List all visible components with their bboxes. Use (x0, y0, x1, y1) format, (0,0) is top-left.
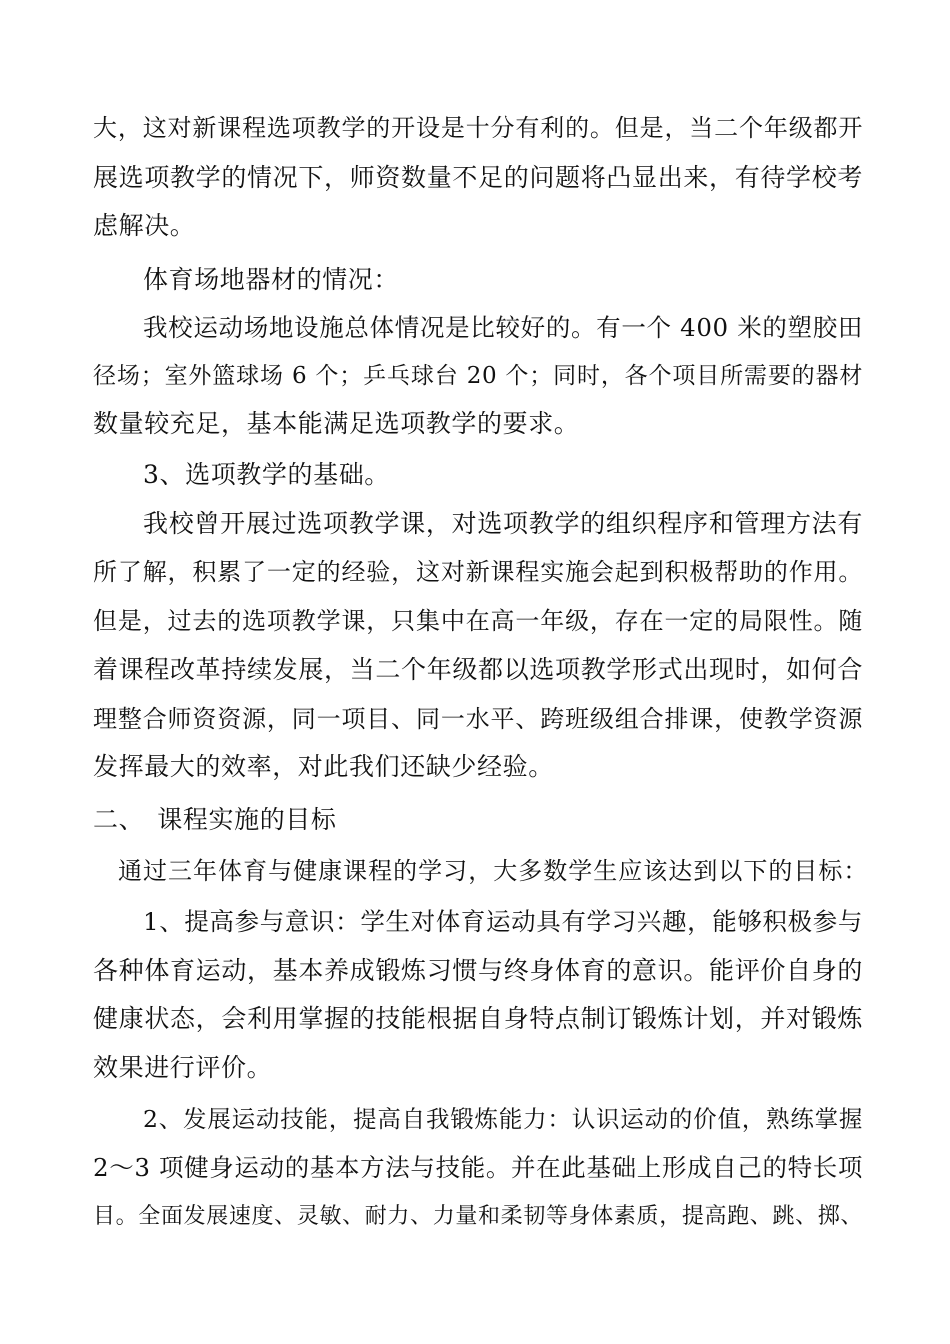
paragraph-line: 径场；室外篮球场 6 个；乒乓球台 20 个；同时，各个项目所需要的器材 (93, 363, 863, 389)
paragraph-line: 所了解，积累了一定的经验，这对新课程实施会起到积极帮助的作用。 (93, 558, 863, 586)
paragraph-line: 着课程改革持续发展，当二个年级都以选项教学形式出现时，如何合 (93, 655, 863, 684)
section-heading: 3、选项教学的基础。 (143, 460, 390, 489)
paragraph-line: 1、提高参与意识：学生对体育运动具有学习兴趣，能够积极参与 (143, 907, 863, 936)
paragraph-line: 我校曾开展过选项教学课，对选项教学的组织程序和管理方法有 (143, 509, 863, 538)
paragraph-line: 通过三年体育与健康课程的学习，大多数学生应该达到以下的目标： (118, 857, 868, 885)
paragraph-line: 健康状态，会利用掌握的技能根据自身特点制订锻炼计划，并对锻炼 (93, 1004, 863, 1033)
paragraph-line: 各种体育运动，基本养成锻炼习惯与终身体育的意识。能评价自身的 (93, 956, 863, 985)
paragraph-line: 发挥最大的效率，对此我们还缺少经验。 (93, 752, 554, 781)
section-heading: 体育场地器材的情况： (143, 265, 400, 294)
paragraph-line: 展选项教学的情况下，师资数量不足的问题将凸显出来，有待学校考 (93, 163, 863, 192)
paragraph-line: 2、发展运动技能，提高自我锻炼能力：认识运动的价值，熟练掌握 (143, 1105, 863, 1133)
paragraph-line: 大，这对新课程选项教学的开设是十分有利的。但是，当二个年级都开 (93, 114, 863, 142)
paragraph-line: 效果进行评价。 (93, 1053, 273, 1082)
paragraph-line: 目。全面发展速度、灵敏、耐力、力量和柔韧等身体素质，提高跑、跳、掷、 (93, 1204, 863, 1229)
paragraph-line: 理整合师资资源，同一项目、同一水平、跨班级组合排课，使教学资源 (93, 705, 863, 733)
paragraph-line: 数量较充足，基本能满足选项教学的要求。 (93, 409, 580, 438)
chapter-heading: 二、 课程实施的目标 (93, 805, 337, 834)
paragraph-line: 我校运动场地设施总体情况是比较好的。有一个 400 米的塑胶田 (143, 313, 863, 342)
paragraph-line: 但是，过去的选项教学课，只集中在高一年级，存在一定的局限性。随 (93, 607, 863, 635)
paragraph-line: 2～3 项健身运动的基本方法与技能。并在此基础上形成自己的特长项 (93, 1153, 863, 1182)
paragraph-line: 虑解决。 (93, 211, 196, 240)
